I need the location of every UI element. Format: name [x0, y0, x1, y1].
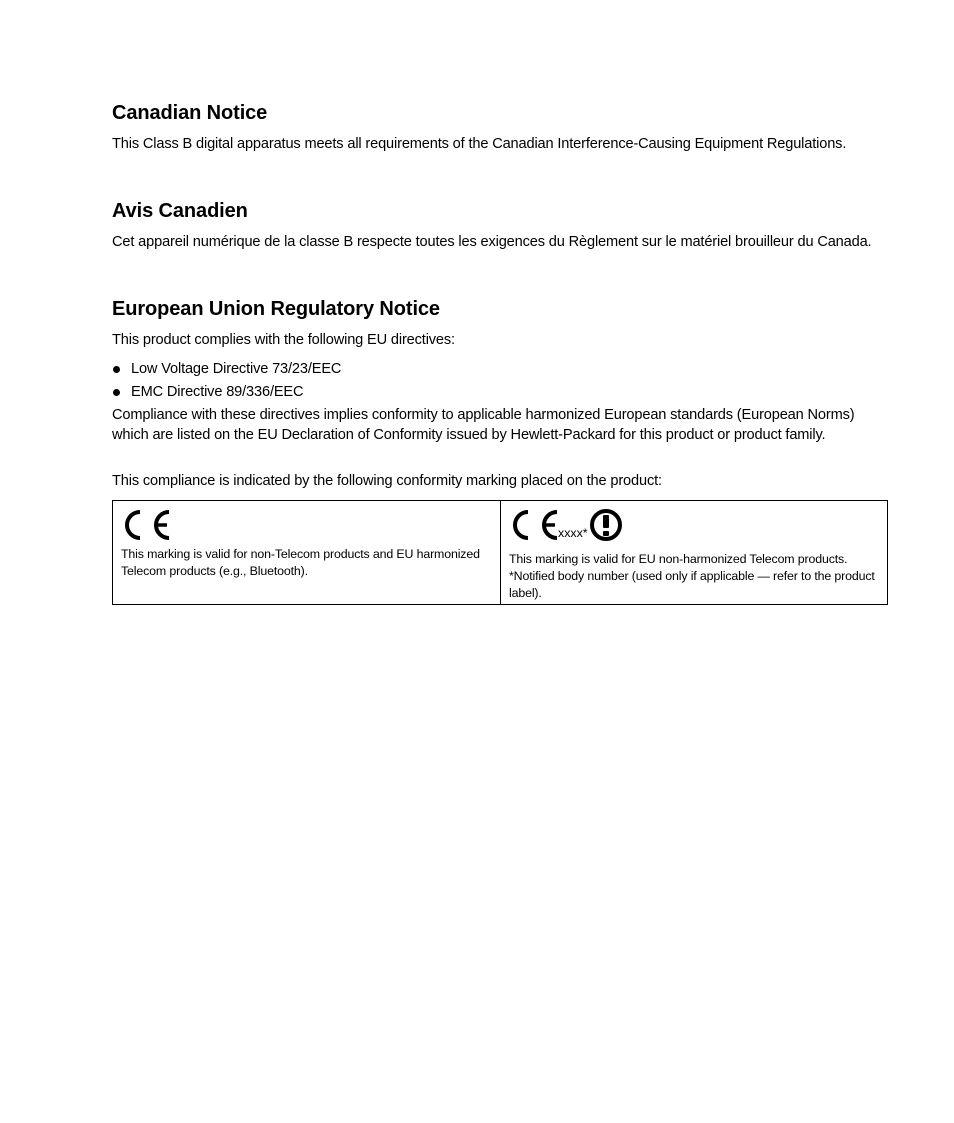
directive-label: EMC Directive 89/336/EEC: [131, 384, 304, 400]
list-item: [112, 360, 341, 383]
eu-directives-list: [112, 360, 341, 406]
eu-compliance-text: Compliance with these directives implies conformity to applicable harmonized European standards (European Norms) which are listed on the EU Declaration of Conformity issued by Hewlett-Packard for this product or product family.: [112, 407, 855, 443]
alert-circle-icon: [589, 508, 623, 542]
avis-canadien-heading: Avis Canadien: [112, 200, 248, 222]
canadian-notice-heading: Canadian Notice: [112, 102, 268, 124]
bullet-icon: [113, 389, 120, 396]
directive-label: Low Voltage Directive 73/23/EEC: [131, 361, 342, 377]
marking-cell-telecom: [500, 501, 887, 604]
eu-indicated-text: This compliance is indicated by the following conformity marking placed on the product:: [112, 473, 662, 489]
marking-description: This marking is valid for non-Telecom products and EU harmonized Telecom products (e.g., Bluetooth).: [121, 547, 480, 578]
list-item: [112, 383, 341, 406]
notified-body-number: xxxx*: [558, 526, 588, 540]
canadian-notice-body: This Class B digital apparatus meets all requirements of the Canadian Interference-Causing Equipment Regulations.: [112, 136, 847, 152]
bullet-icon: [113, 366, 120, 373]
avis-canadien-body: Cet appareil numérique de la classe B respecte toutes les exigences du Règlement sur le matériel brouilleur du Canada.: [112, 234, 872, 250]
ce-mark-icon: [121, 507, 171, 543]
eu-notice-heading: European Union Regulatory Notice: [112, 298, 440, 320]
ce-mark-icon: [509, 507, 559, 543]
eu-notice-intro: This product complies with the following EU directives:: [112, 332, 455, 348]
marking-description: This marking is valid for EU non-harmonized Telecom products. *Notified body number (used only if applicable — refer to the product label).: [509, 552, 875, 600]
marking-cell-non-telecom: [113, 501, 500, 604]
conformity-marking-table: [112, 500, 888, 605]
